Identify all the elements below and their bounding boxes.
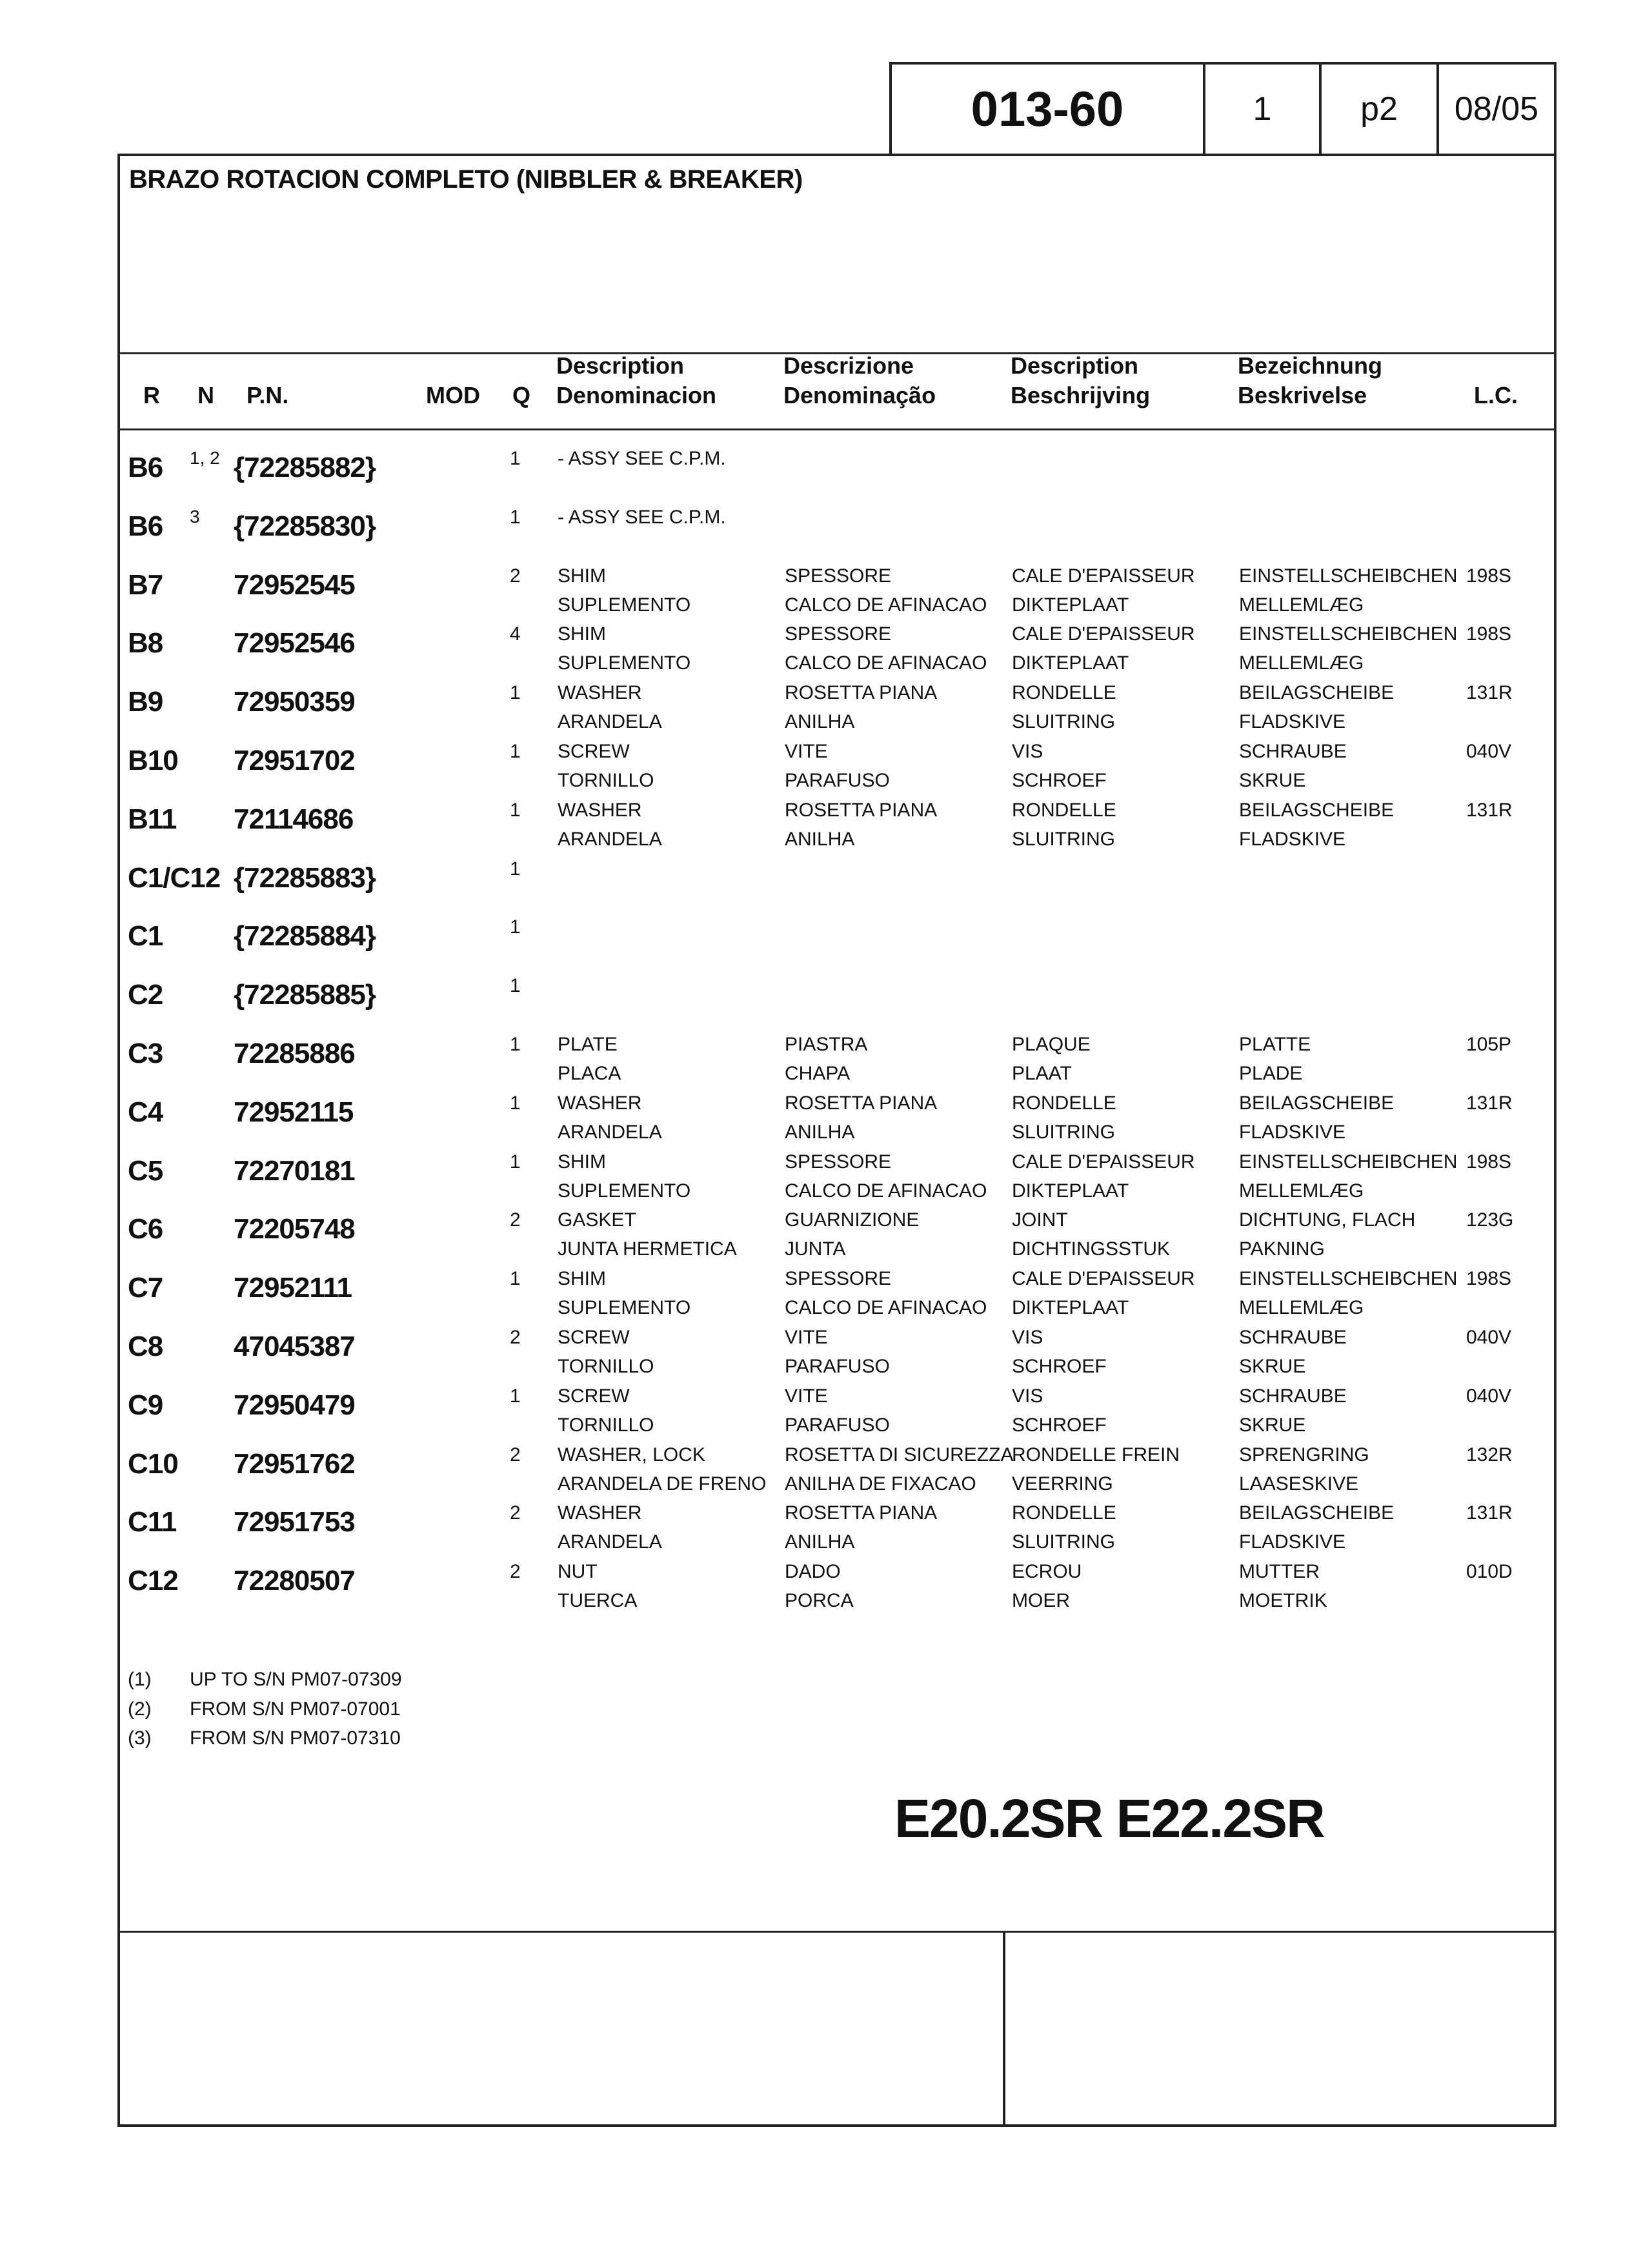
description-line2: CHAPA: [785, 1063, 851, 1084]
description-line1: SHIM: [558, 623, 606, 645]
table-row: [120, 1151, 1554, 1209]
description-line2: SKRUE: [1239, 1356, 1306, 1377]
description-line2: ANILHA DE FIXACAO: [785, 1473, 976, 1495]
part-number: {72285882}: [234, 452, 376, 483]
table-row: [120, 1327, 1554, 1385]
description-line1: WASHER: [558, 1092, 642, 1114]
lc-code: 131R: [1466, 1502, 1513, 1524]
ref-number: C7: [128, 1272, 163, 1304]
table-row: [120, 565, 1554, 623]
table-row: [120, 448, 1554, 506]
description-line2: TORNILLO: [558, 1414, 654, 1436]
section-number: 1: [1203, 62, 1322, 156]
description-line2: MOETRIK: [1239, 1590, 1327, 1612]
description-line2: ARANDELA DE FRENO: [558, 1473, 767, 1495]
quantity: 2: [510, 1502, 521, 1524]
description-line2: PARAFUSO: [785, 770, 890, 791]
description-line1: ROSETTA PIANA: [785, 1502, 938, 1524]
description-line1: RONDELLE FREIN: [1012, 1444, 1180, 1465]
description-line1: MUTTER: [1239, 1561, 1320, 1583]
lc-code: 198S: [1466, 1268, 1512, 1290]
description-line1: EINSTELLSCHEIBCHEN: [1239, 565, 1458, 587]
description-line1: SPRENGRING: [1239, 1444, 1369, 1465]
ref-number: C2: [128, 979, 163, 1011]
table-row: [120, 1209, 1554, 1267]
part-number: {72285830}: [234, 510, 376, 542]
part-number: 72285886: [234, 1038, 355, 1069]
quantity: 2: [510, 1327, 521, 1348]
quantity: 1: [510, 975, 521, 997]
description-line2: SLUITRING: [1012, 828, 1116, 850]
table-row: [120, 1385, 1554, 1444]
description-line2: MELLEMLÆG: [1239, 652, 1364, 674]
col-desc-de-line1: Bezeichnung: [1238, 352, 1383, 379]
part-number: 72280507: [234, 1565, 355, 1597]
description-line1: VIS: [1012, 1327, 1043, 1348]
col-desc-de: [1238, 351, 1382, 410]
note-ref: 3: [190, 506, 200, 527]
footnote-key: (1): [128, 1669, 152, 1690]
description-line2: DIKTEPLAAT: [1012, 1180, 1129, 1202]
ref-number: B11: [128, 803, 177, 835]
description-line1: SPESSORE: [785, 565, 892, 587]
part-number: 72205748: [234, 1213, 355, 1245]
description-line1: DADO: [785, 1561, 841, 1583]
description-line2: JUNTA HERMETICA: [558, 1238, 737, 1260]
lc-code: 123G: [1466, 1209, 1514, 1231]
description-line2: SUPLEMENTO: [558, 594, 691, 616]
description-line1: WASHER, LOCK: [558, 1444, 705, 1465]
description-line2: TUERCA: [558, 1590, 638, 1612]
description-line1: VIS: [1012, 1385, 1043, 1407]
description-line1: VITE: [785, 1327, 828, 1348]
ref-number: B8: [128, 627, 163, 659]
ref-number: C3: [128, 1038, 163, 1069]
ref-number: C5: [128, 1154, 163, 1187]
col-desc-en-line2: Denominacion: [556, 382, 717, 408]
description-line2: SLUITRING: [1012, 1531, 1116, 1553]
description-line2: CALCO DE AFINACAO: [785, 1180, 987, 1202]
part-number: {72285885}: [234, 979, 376, 1011]
quantity: 1: [510, 741, 521, 762]
description-line1: SPESSORE: [785, 1268, 892, 1290]
description-line2: FLADSKIVE: [1239, 1121, 1346, 1143]
quantity: 1: [510, 799, 521, 821]
page-number: p2: [1319, 62, 1439, 156]
description-line2: CALCO DE AFINACAO: [785, 594, 987, 616]
description-line2: PAKNING: [1239, 1238, 1325, 1260]
col-pn: P.N.: [247, 382, 289, 408]
description-line1: WASHER: [558, 682, 642, 704]
description-line1: SHIM: [558, 565, 606, 587]
part-number: {72285883}: [234, 861, 376, 894]
description-line2: MELLEMLÆG: [1239, 594, 1364, 616]
description-line1: SCREW: [558, 741, 630, 762]
description-line2: MOER: [1012, 1590, 1070, 1612]
description-line2: PLACA: [558, 1063, 621, 1084]
description-line1: - ASSY SEE C.P.M.: [558, 506, 726, 528]
description-line2: SKRUE: [1239, 770, 1306, 791]
lc-code: 198S: [1466, 565, 1512, 587]
description-line1: CALE D'EPAISSEUR: [1012, 623, 1195, 645]
table-row: [120, 975, 1554, 1033]
description-line1: EINSTELLSCHEIBCHEN: [1239, 1268, 1458, 1290]
description-line2: DIKTEPLAAT: [1012, 1297, 1129, 1319]
description-line2: TORNILLO: [558, 1356, 654, 1377]
ref-number: C4: [128, 1096, 163, 1128]
col-desc-fr-line2: Beschrijving: [1011, 382, 1151, 408]
description-line2: CALCO DE AFINACAO: [785, 652, 987, 674]
part-number: 72951702: [234, 745, 355, 776]
description-line2: SLUITRING: [1012, 1121, 1116, 1143]
lc-code: 131R: [1466, 682, 1513, 704]
quantity: 2: [510, 1209, 521, 1231]
description-line1: ROSETTA PIANA: [785, 1092, 938, 1114]
col-n: N: [197, 382, 214, 408]
lc-code: 198S: [1466, 1151, 1512, 1173]
ref-number: C11: [128, 1506, 177, 1538]
description-line1: CALE D'EPAISSEUR: [1012, 1268, 1195, 1290]
model-names: E20.2SR E22.2SR: [894, 1788, 1324, 1849]
description-line1: GUARNIZIONE: [785, 1209, 920, 1231]
footnote-key: (2): [128, 1698, 152, 1720]
description-line1: BEILAGSCHEIBE: [1239, 799, 1395, 821]
description-line1: EINSTELLSCHEIBCHEN: [1239, 1151, 1458, 1173]
part-number: 72952111: [234, 1272, 352, 1304]
description-line1: CALE D'EPAISSEUR: [1012, 1151, 1195, 1173]
part-number: {72285884}: [234, 920, 376, 952]
ref-number: C1: [128, 920, 163, 952]
page-title: BRAZO ROTACION COMPLETO (NIBBLER & BREAKER): [129, 165, 803, 194]
description-line2: PORCA: [785, 1590, 854, 1612]
description-line2: ARANDELA: [558, 1531, 662, 1553]
description-line1: GASKET: [558, 1209, 636, 1231]
divider: [120, 428, 1554, 430]
part-number: 72950479: [234, 1389, 355, 1421]
description-line2: MELLEMLÆG: [1239, 1297, 1364, 1319]
description-line2: SKRUE: [1239, 1414, 1306, 1436]
col-lc: L.C.: [1474, 382, 1518, 408]
description-line2: ANILHA: [785, 1121, 855, 1143]
quantity: 1: [510, 858, 521, 880]
parts-sheet: [117, 154, 1556, 2127]
lc-code: 010D: [1466, 1561, 1513, 1583]
description-line2: DICHTINGSSTUK: [1012, 1238, 1171, 1260]
divider: [120, 1931, 1554, 1933]
description-line1: PLAQUE: [1012, 1034, 1091, 1055]
part-number: 47045387: [234, 1331, 355, 1362]
table-row: [120, 1561, 1554, 1619]
description-line1: - ASSY SEE C.P.M.: [558, 448, 726, 469]
description-line1: PLATE: [558, 1034, 618, 1055]
col-desc-en: [556, 351, 716, 410]
quantity: 2: [510, 1444, 521, 1465]
quantity: 1: [510, 506, 521, 528]
description-line1: SCHRAUBE: [1239, 1385, 1347, 1407]
part-number: 72952115: [234, 1096, 354, 1128]
description-line2: VEERRING: [1012, 1473, 1113, 1495]
table-row: [120, 1034, 1554, 1092]
description-line2: FLADSKIVE: [1239, 711, 1346, 733]
lc-code: 198S: [1466, 623, 1512, 645]
quantity: 1: [510, 1092, 521, 1114]
description-line2: LAASESKIVE: [1239, 1473, 1359, 1495]
lc-code: 040V: [1466, 1327, 1512, 1348]
description-line2: ANILHA: [785, 1531, 855, 1553]
ref-number: C1/C12: [128, 861, 221, 894]
description-line1: SHIM: [558, 1151, 606, 1173]
ref-number: B10: [128, 745, 178, 776]
description-line2: FLADSKIVE: [1239, 828, 1346, 850]
quantity: 1: [510, 448, 521, 469]
footnote-key: (3): [128, 1727, 152, 1749]
col-desc-fr-line1: Description: [1011, 352, 1139, 379]
description-line1: RONDELLE: [1012, 1092, 1116, 1114]
description-line2: FLADSKIVE: [1239, 1531, 1346, 1553]
description-line2: PARAFUSO: [785, 1414, 890, 1436]
description-line1: SPESSORE: [785, 623, 892, 645]
description-line2: ARANDELA: [558, 711, 662, 733]
description-line1: ECROU: [1012, 1561, 1082, 1583]
quantity: 1: [510, 1151, 521, 1173]
description-line1: SCREW: [558, 1327, 630, 1348]
lc-code: 040V: [1466, 1385, 1512, 1407]
part-number: 72270181: [234, 1154, 355, 1187]
description-line2: MELLEMLÆG: [1239, 1180, 1364, 1202]
note-ref: 1, 2: [190, 448, 220, 468]
description-line2: PARAFUSO: [785, 1356, 890, 1377]
description-line1: SPESSORE: [785, 1151, 892, 1173]
ref-number: C12: [128, 1565, 178, 1597]
part-number: 72951753: [234, 1506, 355, 1538]
description-line2: TORNILLO: [558, 770, 654, 791]
col-r: R: [143, 382, 160, 408]
col-desc-en-line1: Description: [556, 352, 685, 379]
description-line1: SHIM: [558, 1268, 606, 1290]
quantity: 1: [510, 916, 521, 938]
description-line1: RONDELLE: [1012, 799, 1116, 821]
section-code: 013-60: [889, 62, 1205, 156]
lc-code: 105P: [1466, 1034, 1512, 1055]
lc-code: 131R: [1466, 1092, 1513, 1114]
issue-date: 08/05: [1436, 62, 1556, 156]
description-line2: ANILHA: [785, 828, 855, 850]
lc-code: 040V: [1466, 741, 1512, 762]
ref-number: C6: [128, 1213, 163, 1245]
description-line1: DICHTUNG, FLACH: [1239, 1209, 1416, 1231]
description-line1: SCREW: [558, 1385, 630, 1407]
col-q: Q: [512, 382, 531, 408]
description-line2: CALCO DE AFINACAO: [785, 1297, 987, 1319]
description-line1: SCHRAUBE: [1239, 741, 1347, 762]
description-line1: CALE D'EPAISSEUR: [1012, 565, 1195, 587]
description-line2: DIKTEPLAAT: [1012, 594, 1129, 616]
col-desc-de-line2: Beskrivelse: [1238, 382, 1367, 408]
description-line2: ARANDELA: [558, 1121, 662, 1143]
description-line1: BEILAGSCHEIBE: [1239, 1502, 1395, 1524]
part-number: 72952545: [234, 569, 355, 601]
table-row: [120, 741, 1554, 799]
table-row: [120, 1268, 1554, 1326]
description-line1: SCHRAUBE: [1239, 1327, 1347, 1348]
description-line2: JUNTA: [785, 1238, 846, 1260]
quantity: 1: [510, 1385, 521, 1407]
part-number: 72952546: [234, 627, 355, 659]
description-line2: SLUITRING: [1012, 711, 1116, 733]
description-line1: PLATTE: [1239, 1034, 1311, 1055]
description-line1: VITE: [785, 1385, 828, 1407]
description-line2: SUPLEMENTO: [558, 1180, 691, 1202]
col-desc-fr: [1011, 351, 1150, 410]
quantity: 1: [510, 1034, 521, 1055]
table-row: [120, 507, 1554, 565]
col-desc-it-line1: Descrizione: [783, 352, 914, 379]
description-line1: PIASTRA: [785, 1034, 868, 1055]
description-line1: RONDELLE: [1012, 1502, 1116, 1524]
description-line2: ARANDELA: [558, 828, 662, 850]
col-mod: MOD: [426, 382, 480, 408]
table-row: [120, 1444, 1554, 1502]
description-line2: PLADE: [1239, 1063, 1303, 1084]
description-line1: WASHER: [558, 799, 642, 821]
lc-code: 131R: [1466, 799, 1513, 821]
description-line1: BEILAGSCHEIBE: [1239, 682, 1395, 704]
quantity: 1: [510, 1268, 521, 1290]
ref-number: B6: [128, 452, 163, 483]
ref-number: C9: [128, 1389, 163, 1421]
part-number: 72114686: [234, 803, 354, 835]
col-desc-it-line2: Denominação: [783, 382, 936, 408]
table-row: [120, 1502, 1554, 1560]
table-row: [120, 858, 1554, 916]
description-line2: SCHROEF: [1012, 770, 1107, 791]
ref-number: C8: [128, 1331, 163, 1362]
divider: [1003, 1931, 1005, 2124]
table-row: [120, 800, 1554, 858]
part-number: 72951762: [234, 1447, 355, 1480]
description-line1: JOINT: [1012, 1209, 1068, 1231]
description-line1: VIS: [1012, 741, 1043, 762]
footnote-text: UP TO S/N PM07-07309: [190, 1669, 402, 1690]
col-desc-it: [783, 351, 936, 410]
description-line2: SCHROEF: [1012, 1414, 1107, 1436]
table-row: [120, 916, 1554, 974]
quantity: 2: [510, 565, 521, 587]
description-line1: RONDELLE: [1012, 682, 1116, 704]
description-line2: PLAAT: [1012, 1063, 1072, 1084]
quantity: 2: [510, 1561, 521, 1583]
table-row: [120, 623, 1554, 681]
description-line1: WASHER: [558, 1502, 642, 1524]
description-line1: VITE: [785, 741, 828, 762]
footnote-text: FROM S/N PM07-07001: [190, 1698, 401, 1720]
description-line2: ANILHA: [785, 711, 855, 733]
ref-number: B7: [128, 569, 163, 601]
description-line2: SCHROEF: [1012, 1356, 1107, 1377]
ref-number: C10: [128, 1447, 178, 1480]
description-line1: NUT: [558, 1561, 598, 1583]
ref-number: B9: [128, 686, 163, 718]
description-line1: EINSTELLSCHEIBCHEN: [1239, 623, 1458, 645]
ref-number: B6: [128, 510, 163, 542]
description-line1: ROSETTA PIANA: [785, 682, 938, 704]
lc-code: 132R: [1466, 1444, 1513, 1465]
quantity: 1: [510, 682, 521, 704]
table-row: [120, 682, 1554, 740]
description-line2: SUPLEMENTO: [558, 652, 691, 674]
footnote-text: FROM S/N PM07-07310: [190, 1727, 401, 1749]
table-row: [120, 1092, 1554, 1151]
description-line2: DIKTEPLAAT: [1012, 652, 1129, 674]
description-line1: ROSETTA PIANA: [785, 799, 938, 821]
part-number: 72950359: [234, 686, 355, 718]
description-line1: ROSETTA DI SICUREZZA: [785, 1444, 1014, 1465]
description-line1: BEILAGSCHEIBE: [1239, 1092, 1395, 1114]
description-line2: SUPLEMENTO: [558, 1297, 691, 1319]
quantity: 4: [510, 623, 521, 645]
